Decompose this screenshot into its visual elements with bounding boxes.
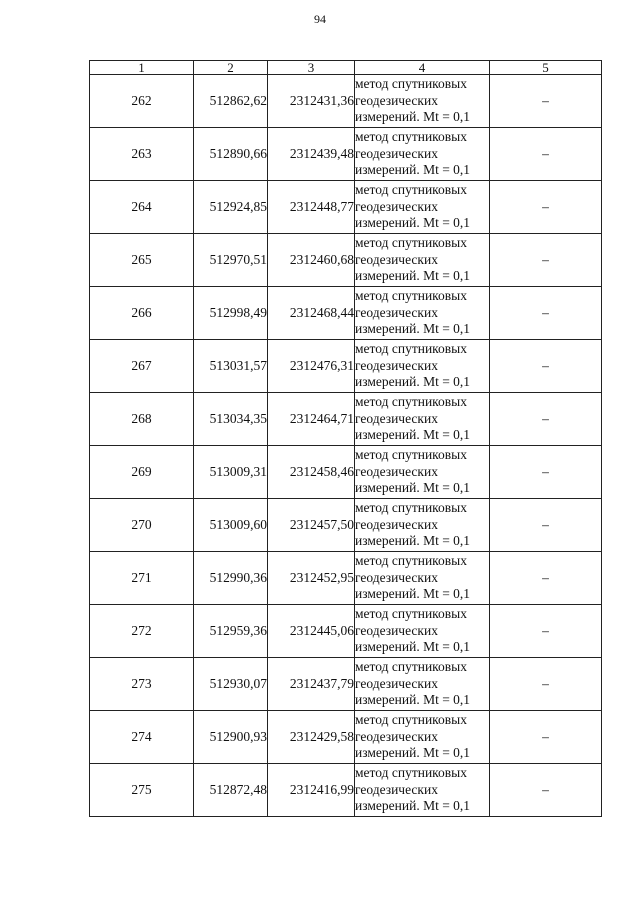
method-cell: [355, 764, 490, 817]
point-number-cell: 270: [90, 499, 194, 552]
method-cell: [355, 605, 490, 658]
method-line: метод спутниковых: [355, 235, 467, 251]
y-coordinate-cell: 2312452,95: [268, 552, 355, 605]
method-cell: [355, 181, 490, 234]
page-number: 94: [314, 12, 326, 26]
note-cell: –: [490, 340, 602, 393]
method-cell: [355, 446, 490, 499]
method-line: геодезических: [355, 569, 438, 585]
point-number-cell: 271: [90, 552, 194, 605]
method-line: измерений. Mt = 0,1: [355, 374, 471, 390]
y-coordinate-cell: 2312429,58: [268, 711, 355, 764]
table-row: [90, 552, 602, 605]
table-row: [90, 340, 602, 393]
table-row: [90, 658, 602, 711]
method-cell: [355, 340, 490, 393]
y-coordinate-cell: 2312476,31: [268, 340, 355, 393]
x-coordinate-cell: 512924,85: [194, 181, 268, 234]
note-cell: –: [490, 658, 602, 711]
header-cell-1: 1: [90, 61, 194, 75]
table-row: [90, 764, 602, 817]
method-line: геодезических: [355, 92, 438, 108]
method-line: измерений. Mt = 0,1: [355, 586, 471, 602]
method-line: геодезических: [355, 516, 438, 532]
y-coordinate-cell: 2312448,77: [268, 181, 355, 234]
header-cell-5: 5: [490, 61, 602, 75]
method-line: измерений. Mt = 0,1: [355, 798, 471, 814]
x-coordinate-cell: 513009,31: [194, 446, 268, 499]
x-coordinate-cell: 512959,36: [194, 605, 268, 658]
x-coordinate-cell: 512990,36: [194, 552, 268, 605]
table-row: [90, 605, 602, 658]
point-number-cell: 267: [90, 340, 194, 393]
y-coordinate-cell: 2312437,79: [268, 658, 355, 711]
method-line: метод спутниковых: [355, 129, 467, 145]
y-coordinate-cell: 2312458,46: [268, 446, 355, 499]
table-row: [90, 75, 602, 128]
note-cell: –: [490, 499, 602, 552]
method-cell: [355, 711, 490, 764]
method-line: измерений. Mt = 0,1: [355, 268, 471, 284]
method-line: метод спутниковых: [355, 712, 467, 728]
method-line: измерений. Mt = 0,1: [355, 745, 471, 761]
method-line: геодезических: [355, 728, 438, 744]
header-cell-4: 4: [355, 61, 490, 75]
x-coordinate-cell: 513009,60: [194, 499, 268, 552]
point-number-cell: 273: [90, 658, 194, 711]
table-row: [90, 181, 602, 234]
method-line: метод спутниковых: [355, 659, 467, 675]
method-line: геодезических: [355, 463, 438, 479]
note-cell: –: [490, 181, 602, 234]
y-coordinate-cell: 2312431,36: [268, 75, 355, 128]
x-coordinate-cell: 512872,48: [194, 764, 268, 817]
point-number-cell: 264: [90, 181, 194, 234]
point-number-cell: 263: [90, 128, 194, 181]
x-coordinate-cell: 512862,62: [194, 75, 268, 128]
note-cell: –: [490, 446, 602, 499]
point-number-cell: 265: [90, 234, 194, 287]
method-line: измерений. Mt = 0,1: [355, 480, 471, 496]
method-line: геодезических: [355, 622, 438, 638]
point-number-cell: 275: [90, 764, 194, 817]
coordinates-table: [89, 60, 602, 817]
method-cell: [355, 393, 490, 446]
point-number-cell: 272: [90, 605, 194, 658]
y-coordinate-cell: 2312445,06: [268, 605, 355, 658]
method-line: метод спутниковых: [355, 553, 467, 569]
x-coordinate-cell: 513031,57: [194, 340, 268, 393]
method-line: измерений. Mt = 0,1: [355, 215, 471, 231]
method-line: геодезических: [355, 410, 438, 426]
method-line: измерений. Mt = 0,1: [355, 109, 471, 125]
method-cell: [355, 499, 490, 552]
method-cell: [355, 128, 490, 181]
x-coordinate-cell: 512900,93: [194, 711, 268, 764]
note-cell: –: [490, 393, 602, 446]
method-line: метод спутниковых: [355, 288, 467, 304]
x-coordinate-cell: 512930,07: [194, 658, 268, 711]
y-coordinate-cell: 2312468,44: [268, 287, 355, 340]
note-cell: –: [490, 552, 602, 605]
method-line: измерений. Mt = 0,1: [355, 321, 471, 337]
header-row: [90, 61, 602, 75]
x-coordinate-cell: 512998,49: [194, 287, 268, 340]
method-line: метод спутниковых: [355, 765, 467, 781]
note-cell: –: [490, 75, 602, 128]
y-coordinate-cell: 2312416,99: [268, 764, 355, 817]
y-coordinate-cell: 2312460,68: [268, 234, 355, 287]
x-coordinate-cell: 513034,35: [194, 393, 268, 446]
point-number-cell: 266: [90, 287, 194, 340]
note-cell: –: [490, 605, 602, 658]
method-cell: [355, 287, 490, 340]
table-row: [90, 287, 602, 340]
method-line: геодезических: [355, 198, 438, 214]
y-coordinate-cell: 2312439,48: [268, 128, 355, 181]
method-cell: [355, 234, 490, 287]
table-row: [90, 499, 602, 552]
method-line: геодезических: [355, 675, 438, 691]
method-cell: [355, 658, 490, 711]
table-row: [90, 446, 602, 499]
table-body: [90, 75, 602, 817]
method-line: геодезических: [355, 781, 438, 797]
method-line: геодезических: [355, 251, 438, 267]
method-line: измерений. Mt = 0,1: [355, 692, 471, 708]
header-cell-2: 2: [194, 61, 268, 75]
method-line: измерений. Mt = 0,1: [355, 427, 471, 443]
method-cell: [355, 75, 490, 128]
method-line: метод спутниковых: [355, 394, 467, 410]
point-number-cell: 269: [90, 446, 194, 499]
method-line: метод спутниковых: [355, 500, 467, 516]
table-row: [90, 711, 602, 764]
method-line: геодезических: [355, 145, 438, 161]
note-cell: –: [490, 128, 602, 181]
note-cell: –: [490, 764, 602, 817]
y-coordinate-cell: 2312457,50: [268, 499, 355, 552]
note-cell: –: [490, 711, 602, 764]
method-line: метод спутниковых: [355, 76, 467, 92]
method-line: измерений. Mt = 0,1: [355, 162, 471, 178]
method-line: измерений. Mt = 0,1: [355, 533, 471, 549]
table-row: [90, 393, 602, 446]
point-number-cell: 274: [90, 711, 194, 764]
x-coordinate-cell: 512890,66: [194, 128, 268, 181]
x-coordinate-cell: 512970,51: [194, 234, 268, 287]
method-line: геодезических: [355, 304, 438, 320]
note-cell: –: [490, 234, 602, 287]
method-line: метод спутниковых: [355, 182, 467, 198]
method-line: геодезических: [355, 357, 438, 373]
method-cell: [355, 552, 490, 605]
table-row: [90, 128, 602, 181]
method-line: метод спутниковых: [355, 606, 467, 622]
table-row: [90, 234, 602, 287]
method-line: метод спутниковых: [355, 447, 467, 463]
y-coordinate-cell: 2312464,71: [268, 393, 355, 446]
note-cell: –: [490, 287, 602, 340]
method-line: метод спутниковых: [355, 341, 467, 357]
point-number-cell: 262: [90, 75, 194, 128]
header-cell-3: 3: [268, 61, 355, 75]
method-line: измерений. Mt = 0,1: [355, 639, 471, 655]
point-number-cell: 268: [90, 393, 194, 446]
